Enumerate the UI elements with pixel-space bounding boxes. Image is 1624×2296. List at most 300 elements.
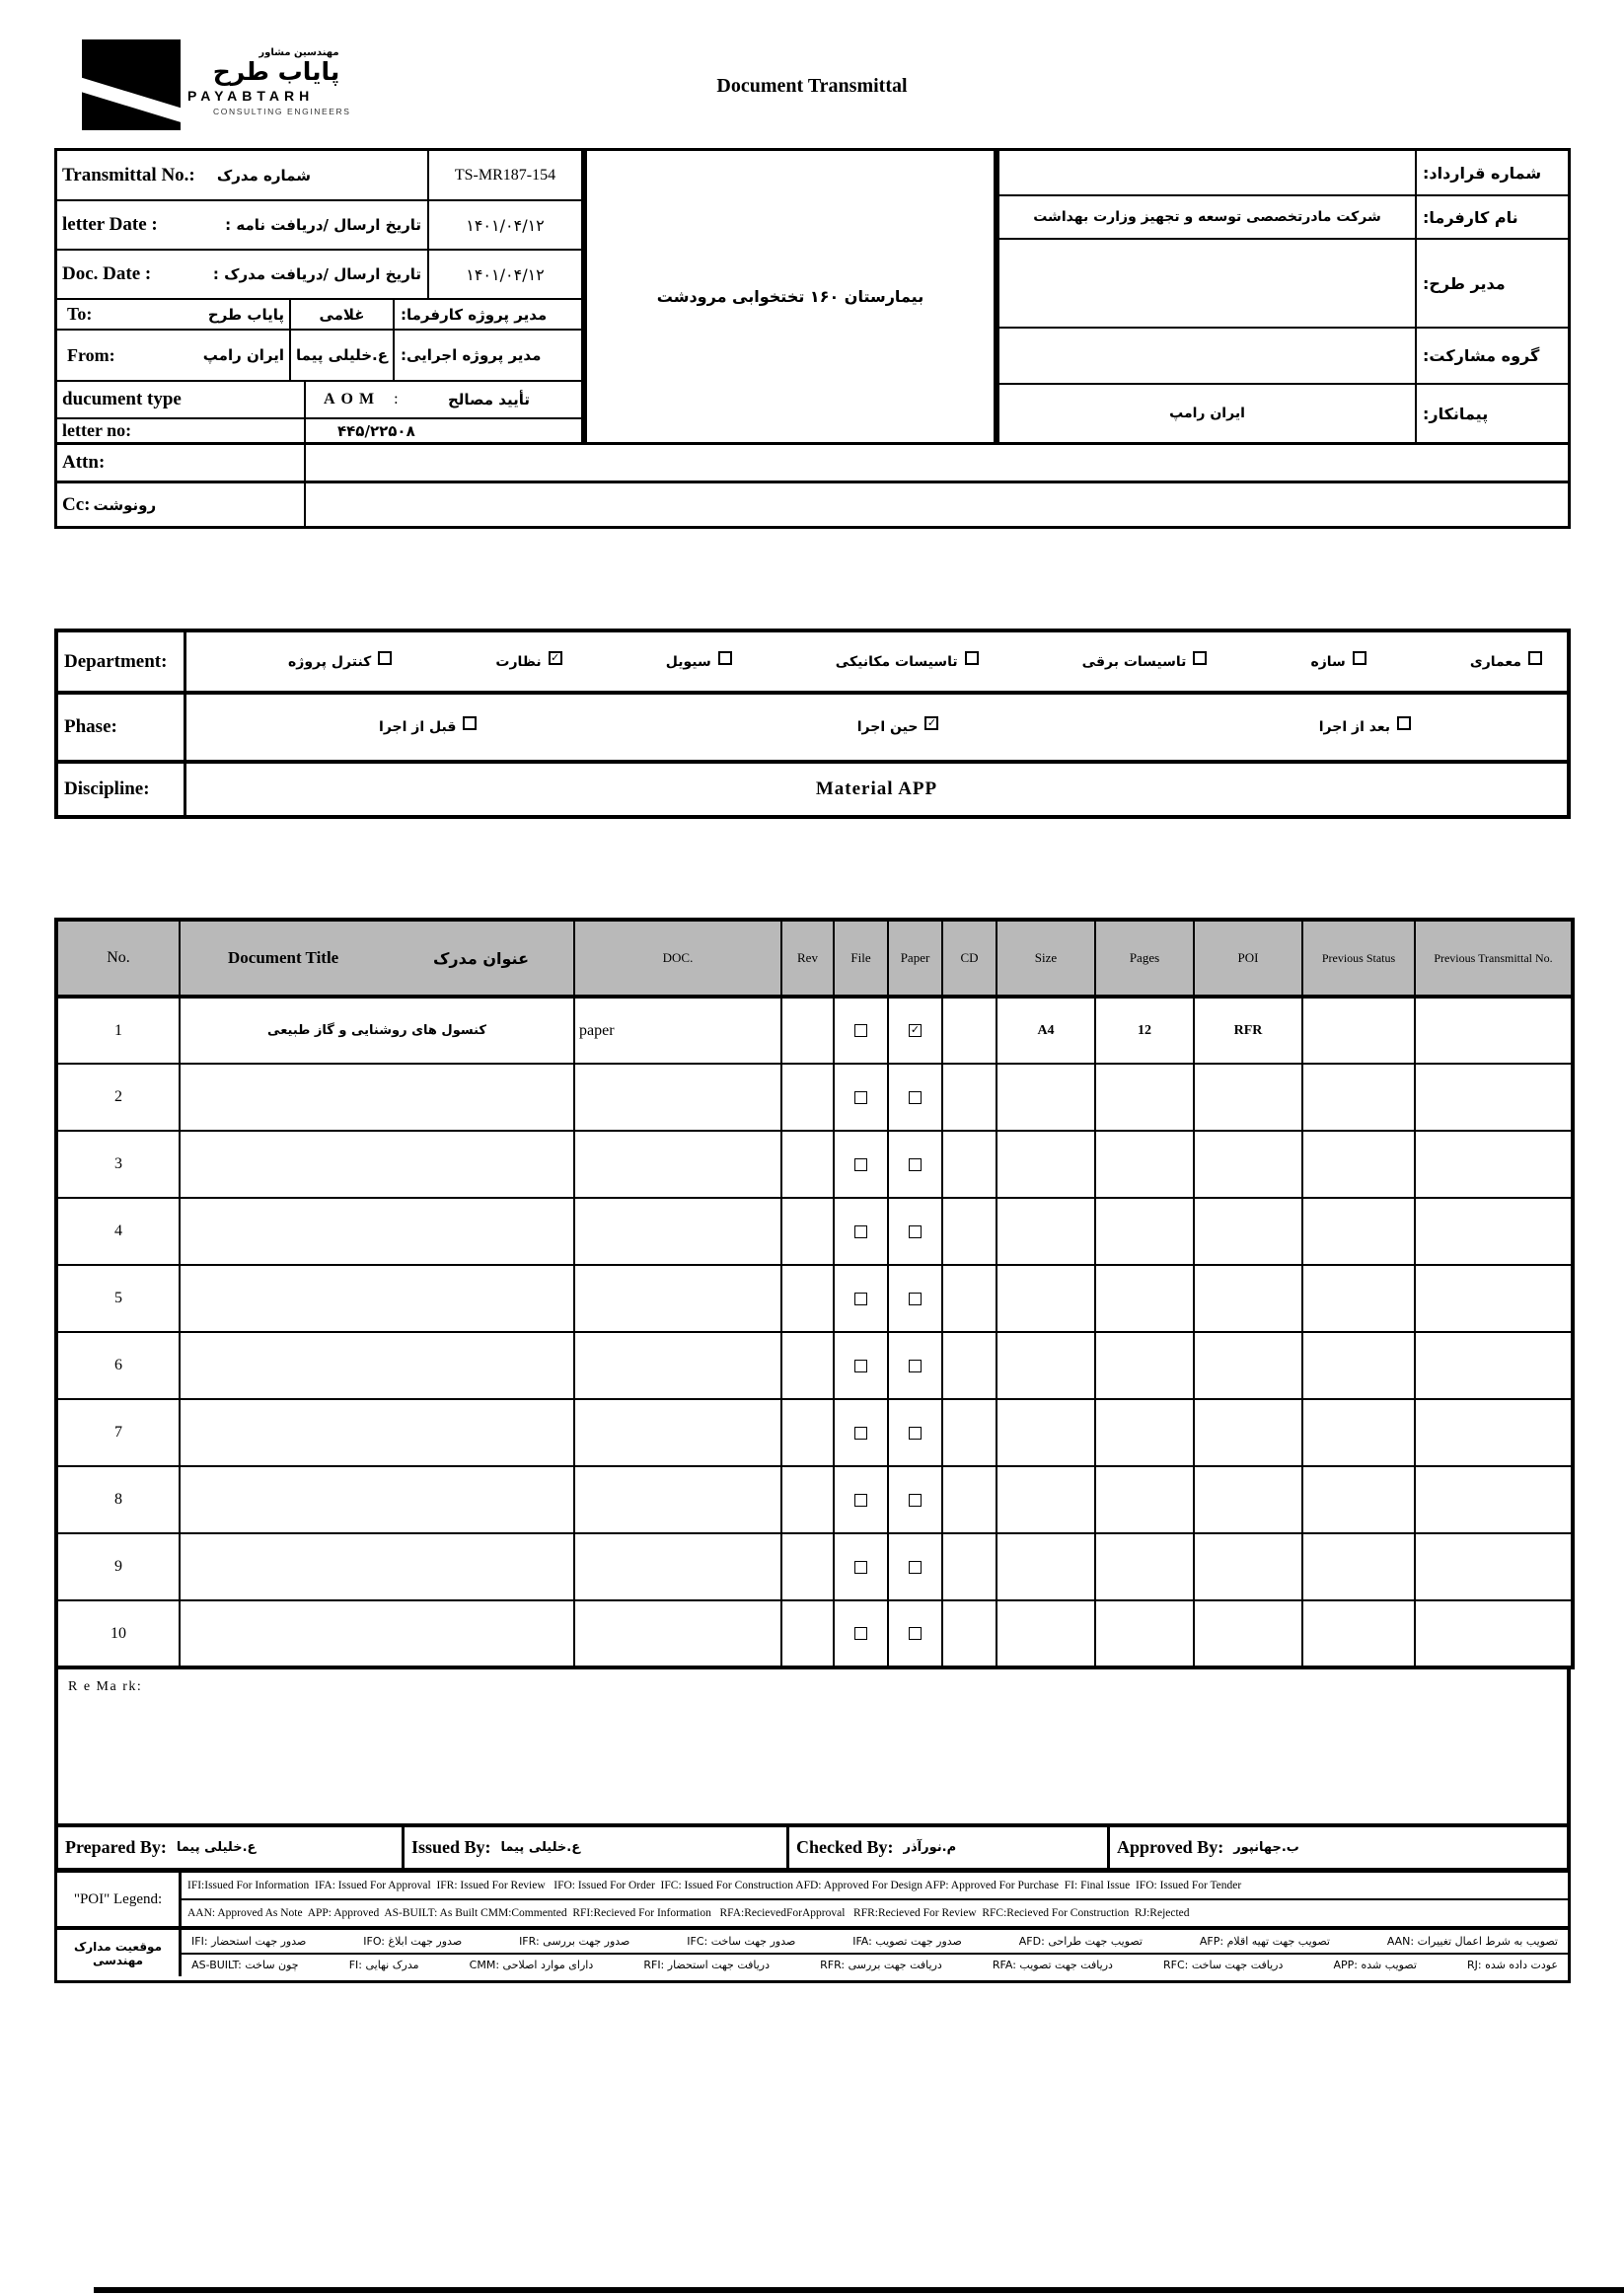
cell-paper <box>888 1265 942 1332</box>
phase-label: Phase: <box>58 695 186 760</box>
cell-prev-status <box>1302 1600 1415 1667</box>
cell-rev <box>781 1466 834 1533</box>
legend-item: IFO: صدور جهت ابلاغ <box>363 1934 463 1948</box>
contractor-label: پیمانکار: <box>1423 404 1489 423</box>
cell-doc <box>574 1466 781 1533</box>
cell-no: 9 <box>56 1533 180 1600</box>
architecture-checkbox[interactable] <box>1528 651 1542 665</box>
cell-file <box>834 1399 888 1466</box>
legend-item: RFC: دریافت جهت ساخت <box>1163 1959 1284 1972</box>
file-checkbox[interactable] <box>854 1627 867 1640</box>
client-name-label: نام کارفرما: <box>1423 207 1518 227</box>
poi-legend-en-section <box>57 1873 1568 1926</box>
cell-doc <box>574 1064 781 1131</box>
cell-size <box>997 1198 1095 1265</box>
legend-fa-line1 <box>182 1930 1568 1953</box>
paper-checkbox[interactable] <box>909 1360 922 1372</box>
cell-size <box>997 1131 1095 1198</box>
header-pages: Pages <box>1095 920 1194 997</box>
checked-by-cell <box>786 1827 1107 1868</box>
mechanical-checkbox[interactable] <box>965 651 979 665</box>
contract-no-label: شماره قرارداد: <box>1423 163 1542 183</box>
cell-size <box>997 1332 1095 1399</box>
prepared-by-label: Prepared By: <box>65 1837 167 1857</box>
info-right-table <box>997 148 1571 445</box>
legend-item: IFI: صدور جهت استحضار <box>191 1934 307 1948</box>
cell-title <box>180 1533 574 1600</box>
legend-item: RFR: دریافت جهت بررسی <box>820 1959 942 1972</box>
cell-file <box>834 1198 888 1265</box>
brand-fa-small: مهندسین مشاور <box>258 47 339 58</box>
client-pm-label: مدیر پروژه کارفرما: <box>393 300 581 329</box>
to-row <box>57 298 581 329</box>
department-option-structure <box>1310 654 1366 670</box>
supervision-checkbox[interactable] <box>549 651 562 665</box>
structure-checkbox[interactable] <box>1353 651 1366 665</box>
cell-prev-transmittal <box>1415 1131 1573 1198</box>
cell-cd <box>942 997 997 1064</box>
cell-rev <box>781 1064 834 1131</box>
paper-checkbox[interactable] <box>909 1091 922 1104</box>
doc-table-row <box>56 1131 1573 1198</box>
cell-cd <box>942 1533 997 1600</box>
discipline-row <box>58 760 1567 815</box>
letter-no-label-cell <box>57 419 304 442</box>
paper-checkbox[interactable] <box>909 1627 922 1640</box>
cell-file <box>834 1600 888 1667</box>
cell-title <box>180 1198 574 1265</box>
file-checkbox[interactable] <box>854 1293 867 1305</box>
remark-label: R e Ma rk: <box>68 1679 143 1694</box>
header-rev: Rev <box>781 920 834 997</box>
cell-poi <box>1194 1466 1302 1533</box>
remark-box <box>54 1669 1571 1823</box>
legend-item: AS-BUILT: چون ساخت <box>191 1959 299 1972</box>
cc-value-cell <box>304 483 1568 526</box>
cell-pages <box>1095 1198 1194 1265</box>
during-execution-checkbox[interactable] <box>924 716 938 730</box>
cell-prev-transmittal <box>1415 1399 1573 1466</box>
before-execution-checkbox[interactable] <box>463 716 477 730</box>
electrical-checkbox[interactable] <box>1193 651 1207 665</box>
client-name-row <box>999 194 1568 238</box>
cell-paper <box>888 1600 942 1667</box>
cell-title <box>180 1466 574 1533</box>
doc-type-colon: : <box>394 391 399 407</box>
doc-table-row <box>56 997 1573 1064</box>
supervision-label: نظارت <box>495 653 542 670</box>
cell-size <box>997 1466 1095 1533</box>
cell-no: 3 <box>56 1131 180 1198</box>
doc-type-label: ducument type <box>62 389 182 409</box>
cell-poi <box>1194 1064 1302 1131</box>
doc-type-row <box>57 380 581 417</box>
cell-paper <box>888 1198 942 1265</box>
cell-pages <box>1095 1265 1194 1332</box>
transmittal-no-label-en: Transmittal No.: <box>62 164 195 185</box>
checked-by-name: م.نورآذر <box>903 1840 957 1855</box>
cell-paper <box>888 1533 942 1600</box>
cell-size: A4 <box>997 997 1095 1064</box>
cell-file <box>834 1265 888 1332</box>
from-row <box>57 329 581 380</box>
info-left-table <box>54 148 584 445</box>
issued-by-label: Issued By: <box>411 1837 491 1857</box>
legend-item: FI: مدرک نهایی <box>348 1959 419 1972</box>
cell-cd <box>942 1600 997 1667</box>
letter-date-label-fa: تاریخ ارسال /دریافت نامه : <box>225 216 421 234</box>
cell-poi <box>1194 1265 1302 1332</box>
letter-date-label-cell <box>57 201 427 249</box>
from-cell <box>57 331 289 380</box>
cell-pages <box>1095 1533 1194 1600</box>
approved-by-cell <box>1107 1827 1567 1868</box>
legend-item: RFA: دریافت جهت تصویب <box>992 1959 1113 1972</box>
doc-type-value: AOM <box>324 391 381 407</box>
header-no: No. <box>56 920 180 997</box>
before-execution-label: قبل از اجرا <box>379 719 457 735</box>
cc-label-cell <box>57 483 304 526</box>
exec-pm-label: مدیر پروژه اجرایی: <box>393 331 581 380</box>
department-options <box>186 632 1567 691</box>
letter-no-value: ۴۴۵/۲۲۵۰۸ <box>304 419 581 442</box>
poi-legend-box <box>54 1868 1571 1983</box>
cell-poi <box>1194 1600 1302 1667</box>
doc-type-fa: تأیید مصالح <box>447 391 530 408</box>
paper-checkbox[interactable] <box>909 1561 922 1574</box>
cell-rev <box>781 1600 834 1667</box>
structure-label: سازه <box>1310 653 1346 670</box>
cell-doc <box>574 1265 781 1332</box>
doc-date-row <box>57 249 581 298</box>
cell-file <box>834 997 888 1064</box>
during-execution-label: حین اجرا <box>856 719 919 735</box>
client-name-value: شرکت مادرتخصصی توسعه و تجهیز وزارت بهداشت <box>1033 209 1381 225</box>
letter-date-value: ۱۴۰۱/۰۴/۱۲ <box>427 201 581 249</box>
brand-subtitle: CONSULTING ENGINEERS <box>213 106 351 116</box>
legend-fa-line2 <box>182 1953 1568 1977</box>
cell-file <box>834 1466 888 1533</box>
doc-type-label-cell <box>57 382 304 417</box>
prepared-by-cell <box>58 1827 402 1868</box>
transmittal-no-row <box>57 151 581 199</box>
doc-table-row <box>56 1265 1573 1332</box>
brand-fa: پایاب طرح <box>212 57 340 86</box>
cell-no: 7 <box>56 1399 180 1466</box>
cell-doc: paper <box>574 997 781 1064</box>
cell-prev-transmittal <box>1415 997 1573 1064</box>
cell-rev <box>781 1399 834 1466</box>
discipline-value: Material APP <box>815 778 938 799</box>
legend-item: CMM: دارای موارد اصلاحی <box>469 1959 594 1972</box>
cell-title <box>180 1399 574 1466</box>
header-poi: POI <box>1194 920 1302 997</box>
cell-pages <box>1095 1064 1194 1131</box>
project-name: بیمارستان ۱۶۰ تختخوابی مرودشت <box>656 287 924 306</box>
header-prev-status: Previous Status <box>1302 920 1415 997</box>
cell-doc <box>574 1600 781 1667</box>
cell-pages: 12 <box>1095 997 1194 1064</box>
attn-label-cell <box>57 445 304 481</box>
attn-row <box>54 445 1571 483</box>
doc-table-row <box>56 1399 1573 1466</box>
approved-by-name: ب.جهانپور <box>1233 1840 1299 1855</box>
project-control-label: کنترل پروژه <box>288 653 372 670</box>
cell-size <box>997 1064 1095 1131</box>
cell-paper <box>888 997 942 1064</box>
plan-manager-value <box>999 240 1415 327</box>
department-option-project-control <box>288 654 392 670</box>
cell-rev <box>781 1332 834 1399</box>
doc-table-row <box>56 1600 1573 1667</box>
cell-title <box>180 1600 574 1667</box>
header-cd: CD <box>942 920 997 997</box>
file-checkbox[interactable] <box>854 1225 867 1238</box>
approved-by-label: Approved By: <box>1117 1837 1224 1857</box>
discipline-label: Discipline: <box>58 764 186 815</box>
cell-poi <box>1194 1399 1302 1466</box>
partnership-group-row <box>999 327 1568 383</box>
poi-legend-fa-label: موقعیت مدارک مهندسی <box>57 1930 182 1976</box>
cell-size <box>997 1600 1095 1667</box>
header-file: File <box>834 920 888 997</box>
department-row <box>58 632 1567 691</box>
cc-row <box>54 483 1571 529</box>
classification-box <box>54 629 1571 819</box>
file-checkbox[interactable] <box>854 1024 867 1037</box>
doc-date-label-en: Doc. Date : <box>62 263 152 284</box>
cell-prev-status <box>1302 1399 1415 1466</box>
doc-table-row <box>56 1466 1573 1533</box>
document-table <box>54 918 1575 1669</box>
cell-rev <box>781 1131 834 1198</box>
cell-rev <box>781 1533 834 1600</box>
plan-manager-row <box>999 238 1568 327</box>
cell-prev-transmittal <box>1415 1600 1573 1667</box>
doc-table-row <box>56 1533 1573 1600</box>
file-checkbox[interactable] <box>854 1158 867 1171</box>
file-checkbox[interactable] <box>854 1427 867 1440</box>
cell-doc <box>574 1332 781 1399</box>
legend-item: RJ: عودت داده شده <box>1467 1959 1558 1972</box>
cell-pages <box>1095 1332 1194 1399</box>
page-title: Document Transmittal <box>716 75 908 97</box>
poi-legend-en-line2: AAN: Approved As Note APP: Approved AS-BUILT: As Built CMM:Commented RFI:Recieved For Information RFA:RecievedForApproval RFR:Recieved For Review RFC:Recieved For Construction RJ:Rejected <box>182 1898 1568 1926</box>
transmittal-no-label-cell <box>57 151 427 199</box>
partnership-group-label: گروه مشارکت: <box>1423 346 1540 365</box>
header-title <box>180 920 574 997</box>
cell-poi <box>1194 1533 1302 1600</box>
cell-prev-transmittal <box>1415 1332 1573 1399</box>
file-checkbox[interactable] <box>854 1561 867 1574</box>
cell-prev-status <box>1302 1332 1415 1399</box>
legend-item: APP: تصویب شده <box>1333 1959 1417 1972</box>
cell-title <box>180 1265 574 1332</box>
cell-prev-transmittal <box>1415 1533 1573 1600</box>
header-title-fa: عنوان مدرک <box>433 948 529 968</box>
letter-no-row <box>57 417 581 442</box>
doc-table-header-row <box>56 920 1573 997</box>
issued-by-cell <box>402 1827 786 1868</box>
doc-table-row <box>56 1064 1573 1131</box>
page-bottom-artifact <box>94 2287 1624 2293</box>
legend-item: IFR: صدور جهت بررسی <box>519 1934 630 1948</box>
cc-label-fa: رونوشت <box>93 495 157 514</box>
to-cell <box>57 300 289 329</box>
contract-no-value <box>999 151 1415 194</box>
checked-by-label: Checked By: <box>796 1837 894 1857</box>
from-company: ایران رامپ <box>202 346 284 364</box>
paper-checkbox[interactable] <box>909 1158 922 1171</box>
doc-date-label-cell <box>57 251 427 298</box>
doc-table-row <box>56 1198 1573 1265</box>
legend-item: RFI: دریافت جهت استحضار <box>643 1959 771 1972</box>
attn-label: Attn: <box>62 452 106 473</box>
exec-pm-name: ع.خلیلی پیما <box>289 331 393 380</box>
phase-option-before-execution <box>379 719 477 735</box>
legend-item: IFC: صدور جهت ساخت <box>687 1934 796 1948</box>
project-name-box <box>584 148 997 445</box>
file-checkbox[interactable] <box>854 1494 867 1507</box>
cell-file <box>834 1533 888 1600</box>
cell-pages <box>1095 1600 1194 1667</box>
file-checkbox[interactable] <box>854 1091 867 1104</box>
mechanical-label: تاسیسات مکانیکی <box>835 653 958 670</box>
department-option-electrical <box>1082 654 1208 670</box>
electrical-label: تاسیسات برقی <box>1081 653 1187 670</box>
cell-pages <box>1095 1466 1194 1533</box>
poi-legend-label: "POI" Legend: <box>57 1873 182 1926</box>
cell-pages <box>1095 1399 1194 1466</box>
phase-option-after-execution <box>1319 719 1411 735</box>
cell-paper <box>888 1064 942 1131</box>
cell-file <box>834 1131 888 1198</box>
cell-no: 4 <box>56 1198 180 1265</box>
prepared-by-name: ع.خلیلی پیما <box>176 1840 257 1855</box>
cell-no: 10 <box>56 1600 180 1667</box>
paper-checkbox[interactable] <box>909 1427 922 1440</box>
paper-checkbox[interactable] <box>909 1225 922 1238</box>
file-checkbox[interactable] <box>854 1360 867 1372</box>
to-company: پایاب طرح <box>207 305 284 324</box>
department-option-supervision <box>495 654 561 670</box>
paper-checkbox[interactable] <box>909 1024 922 1037</box>
partnership-group-value <box>999 329 1415 383</box>
cell-doc <box>574 1198 781 1265</box>
cell-prev-transmittal <box>1415 1198 1573 1265</box>
cell-prev-transmittal <box>1415 1265 1573 1332</box>
attn-value-cell <box>304 445 1568 481</box>
poi-legend-fa-section <box>57 1926 1568 1976</box>
cell-prev-status <box>1302 1198 1415 1265</box>
signature-row <box>54 1823 1571 1868</box>
doc-table-body <box>56 997 1573 1667</box>
to-label: To: <box>67 304 93 324</box>
cell-title: کنسول های روشنایی و گاز طبیعی <box>180 997 574 1064</box>
paper-checkbox[interactable] <box>909 1494 922 1507</box>
header-title-en: Document Title <box>228 948 339 967</box>
cell-size <box>997 1265 1095 1332</box>
transmittal-no-value: TS-MR187-154 <box>427 151 581 199</box>
cell-cd <box>942 1064 997 1131</box>
cell-file <box>834 1064 888 1131</box>
cell-prev-status <box>1302 1131 1415 1198</box>
doc-table-row <box>56 1332 1573 1399</box>
contractor-row <box>999 383 1568 442</box>
cell-poi: RFR <box>1194 997 1302 1064</box>
header-paper: Paper <box>888 920 942 997</box>
cell-paper <box>888 1332 942 1399</box>
issued-by-name: ع.خلیلی پیما <box>500 1840 581 1855</box>
cell-size <box>997 1399 1095 1466</box>
cell-no: 8 <box>56 1466 180 1533</box>
cc-label: Cc: <box>62 493 91 515</box>
legend-item: AFP: تصویب جهت تهیه اقلام <box>1199 1934 1330 1948</box>
phase-option-during-execution <box>857 719 939 735</box>
cell-prev-status <box>1302 997 1415 1064</box>
doc-date-value: ۱۴۰۱/۰۴/۱۲ <box>427 251 581 298</box>
letter-date-label-en: letter Date : <box>62 214 158 235</box>
doc-date-label-fa: تاریخ ارسال /دریافت مدرک : <box>212 265 421 283</box>
phase-options <box>186 695 1567 760</box>
client-pm-name: غلامی <box>289 300 393 329</box>
legend-item: AAN: تصویب به شرط اعمال تغییرات <box>1386 1934 1558 1948</box>
doc-type-value-cell <box>304 382 581 417</box>
cell-doc <box>574 1131 781 1198</box>
header-prev-transmittal: Previous Transmittal No. <box>1415 920 1573 997</box>
cell-poi <box>1194 1198 1302 1265</box>
cell-no: 6 <box>56 1332 180 1399</box>
cell-no: 5 <box>56 1265 180 1332</box>
cell-prev-transmittal <box>1415 1466 1573 1533</box>
transmittal-no-label-fa: شماره مدرک <box>216 166 311 185</box>
after-execution-checkbox[interactable] <box>1397 716 1411 730</box>
paper-checkbox[interactable] <box>909 1293 922 1305</box>
cell-no: 2 <box>56 1064 180 1131</box>
cell-prev-transmittal <box>1415 1064 1573 1131</box>
cell-pages <box>1095 1131 1194 1198</box>
cell-rev <box>781 1198 834 1265</box>
letter-no-label: letter no: <box>62 420 132 440</box>
department-option-mechanical <box>836 654 979 670</box>
cell-poi <box>1194 1131 1302 1198</box>
poi-legend-en-line1: IFI:Issued For Information IFA: Issued For Approval IFR: Issued For Review IFO: Issued For Order IFC: Issued For Construction AFD: Approved For Design AFP: Approved For Purchase FI: Final Issue IFO: Issued For Tender <box>187 1880 1242 1891</box>
cell-title <box>180 1131 574 1198</box>
cell-doc <box>574 1533 781 1600</box>
department-option-civil <box>666 654 732 670</box>
plan-manager-label: مدیر طرح: <box>1423 273 1506 293</box>
cell-title <box>180 1332 574 1399</box>
project-control-checkbox[interactable] <box>378 651 392 665</box>
phase-row <box>58 691 1567 760</box>
department-label: Department: <box>58 632 186 691</box>
cell-prev-status <box>1302 1265 1415 1332</box>
department-option-architecture <box>1470 654 1542 670</box>
cell-prev-status <box>1302 1064 1415 1131</box>
cell-cd <box>942 1466 997 1533</box>
cell-paper <box>888 1399 942 1466</box>
contractor-value: ایران رامپ <box>1169 406 1245 421</box>
legend-item: AFD: تصویب جهت طراحی <box>1018 1934 1143 1948</box>
header-size: Size <box>997 920 1095 997</box>
cell-paper <box>888 1131 942 1198</box>
civil-checkbox[interactable] <box>718 651 732 665</box>
cell-no: 1 <box>56 997 180 1064</box>
cell-paper <box>888 1466 942 1533</box>
cell-prev-status <box>1302 1533 1415 1600</box>
cell-rev <box>781 1265 834 1332</box>
cell-cd <box>942 1399 997 1466</box>
